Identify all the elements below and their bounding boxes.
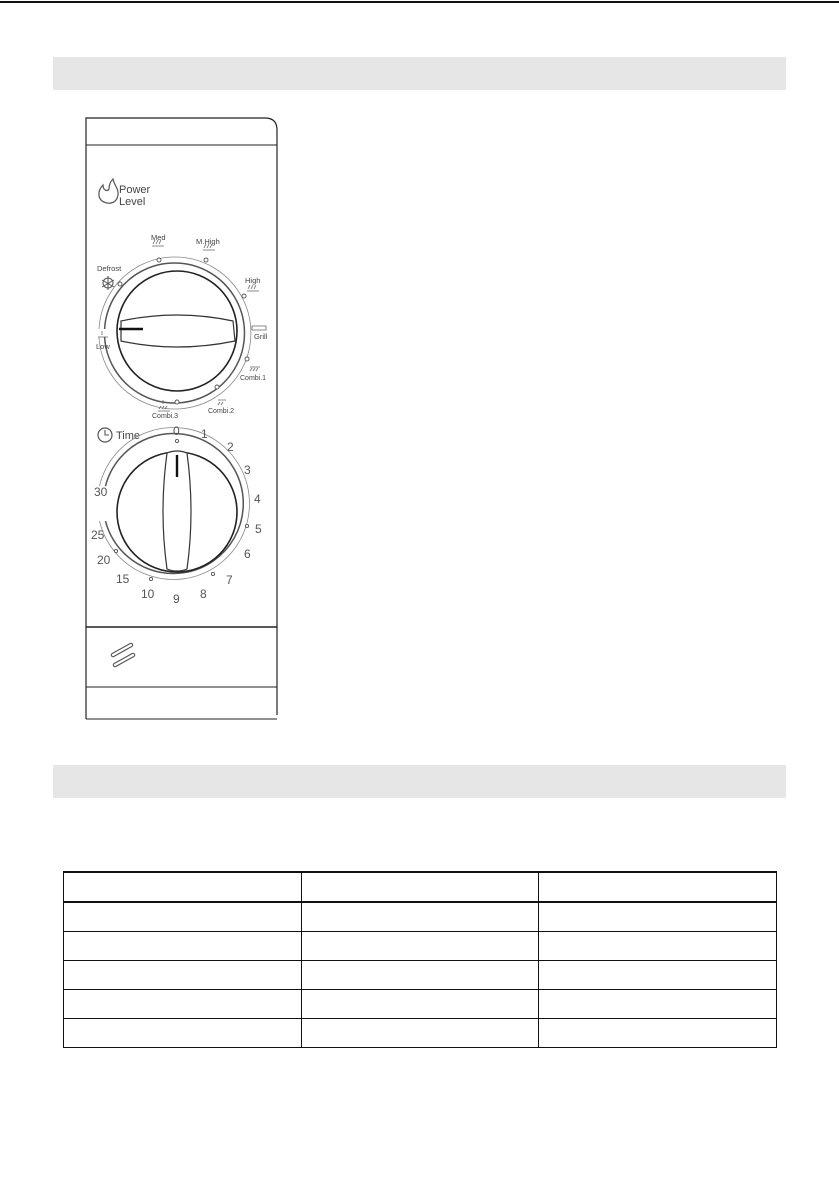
power-level-knob[interactable] [117, 271, 237, 391]
time-mark-30: 30 [94, 485, 108, 499]
time-mark-8: 8 [200, 587, 207, 601]
power-setting-m-high: M.High [196, 237, 220, 246]
power-setting-combi3: Combi.3 [152, 413, 179, 420]
snowflake-icon [102, 276, 114, 290]
table-cell [64, 990, 302, 1019]
time-mark-5: 5 [255, 522, 262, 536]
power-title-line2: Level [119, 196, 146, 208]
time-mark-6: 6 [244, 547, 251, 561]
timer-knob[interactable] [117, 451, 237, 572]
top-rule [0, 1, 839, 3]
time-mark-0: 0 [173, 424, 180, 438]
table-row [64, 961, 777, 990]
power-setting-grill: Grill [254, 332, 268, 341]
table-header-cell [64, 872, 302, 902]
power-setting-combi2: Combi.2 [208, 408, 235, 415]
time-mark-25: 25 [91, 528, 105, 542]
power-setting-defrost: Defrost [97, 264, 122, 273]
table-cell [64, 902, 302, 932]
table-cell [64, 1019, 302, 1048]
table-cell [301, 990, 539, 1019]
time-title: Time [116, 430, 141, 442]
table-cell [539, 1019, 777, 1048]
table-row [64, 990, 777, 1019]
table-header-cell [301, 872, 539, 902]
table-cell [301, 1019, 539, 1048]
table-row [64, 932, 777, 961]
table-cell [64, 932, 302, 961]
power-setting-combi1: Combi.1 [240, 375, 267, 382]
power-title-line1: Power [119, 184, 151, 196]
table-cell [301, 961, 539, 990]
time-mark-15: 15 [116, 572, 130, 586]
power-setting-low: Low [96, 342, 110, 351]
time-mark-10: 10 [141, 587, 155, 601]
table-row [64, 902, 777, 932]
power-setting-med: Med [151, 233, 166, 242]
table-cell [539, 932, 777, 961]
time-mark-9: 9 [173, 592, 180, 606]
flame-icon [99, 179, 118, 203]
table-cell [539, 990, 777, 1019]
clock-icon [98, 428, 112, 442]
door-release-icon[interactable] [113, 645, 133, 665]
settings-table [63, 871, 777, 1048]
control-panel [85, 115, 281, 720]
table-cell [539, 961, 777, 990]
panel-outline [86, 118, 277, 719]
time-mark-7: 7 [226, 573, 233, 587]
table-cell [64, 961, 302, 990]
power-setting-high: High [245, 276, 261, 285]
section-header-band [53, 57, 786, 90]
table-cell [301, 902, 539, 932]
time-mark-2: 2 [227, 440, 234, 454]
table-cell [301, 932, 539, 961]
table-cell [539, 902, 777, 932]
time-mark-20: 20 [97, 553, 111, 567]
table-header-cell [539, 872, 777, 902]
time-mark-3: 3 [244, 463, 251, 477]
time-mark-4: 4 [254, 492, 261, 506]
section-header-band-2 [53, 765, 786, 798]
time-mark-1: 1 [201, 427, 208, 441]
table-row [64, 1019, 777, 1048]
